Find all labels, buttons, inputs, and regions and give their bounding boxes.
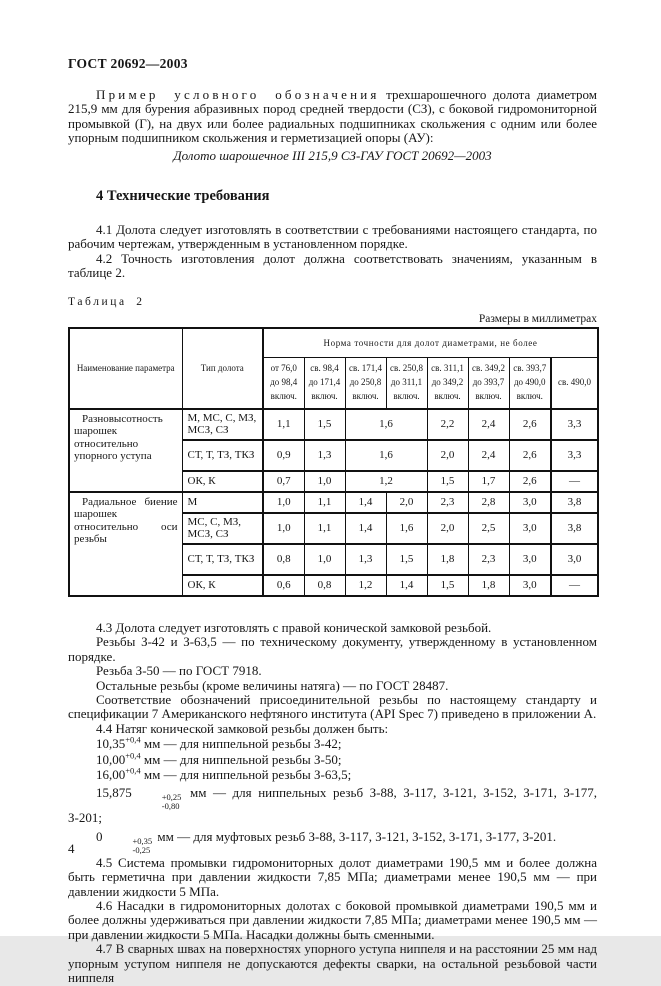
tension-desc: мм — для муфтовых резьб З-88, З-117, З-121, З-152, З-171, З-177, З-201. [154, 828, 557, 844]
value-cell: 2,4 [468, 440, 509, 471]
value-cell: 3,0 [509, 492, 551, 513]
value-cell: 3,0 [509, 575, 551, 596]
value-cell: 1,4 [345, 492, 386, 513]
tolerance-lower: -0,25 [132, 844, 151, 855]
tension-line-4 [68, 786, 597, 825]
table-caption-row [68, 296, 597, 308]
tension-desc: мм — для ниппельной резьбы З-63,5; [140, 767, 352, 783]
value-cell: 0,8 [263, 544, 304, 575]
value-cell: 1,5 [386, 544, 427, 575]
paragraph-4-3-threads-c: Остальные резьбы (кроме величины натяга) — по ГОСТ 28487. [96, 677, 449, 693]
designation-text: Долото шарошечное III 215,9 СЗ-ГАУ ГОСТ 20692—2003 [173, 147, 492, 163]
type-cell: МС, С, МЗ, МСЗ, СЗ [182, 513, 263, 544]
value-cell: 3,0 [509, 544, 551, 575]
table-row [69, 409, 598, 440]
tension-tolerance-stack [105, 837, 153, 855]
value-cell: 1,5 [427, 575, 468, 596]
paragraph-4-3-api: Соответствие обозначений присоединительной резьбы по настоящему стандарту и спецификации 7 Американского нефтяного института (API Spec 7) приведено в приложении А. [68, 692, 597, 722]
value-cell: 1,1 [304, 513, 345, 544]
value-cell: 1,6 [386, 513, 427, 544]
value-cell: 1,5 [427, 471, 468, 492]
param-cell: Радиальное биение шарошек относительно оси резьбы [69, 492, 182, 596]
value-cell: 0,8 [304, 575, 345, 596]
tension-line-2 [68, 750, 597, 767]
value-cell: 3,3 [551, 409, 598, 440]
type-cell: М, МС, С, МЗ, МСЗ, СЗ [182, 409, 263, 440]
value-cell: 1,6 [345, 409, 427, 440]
value-cell: 2,6 [509, 409, 551, 440]
value-cell: 1,8 [468, 575, 509, 596]
type-cell: СТ, Т, ТЗ, ТКЗ [182, 440, 263, 471]
value-cell: 3,8 [551, 513, 598, 544]
paragraph-4-2: 4.2 Точность изготовления долот должна соответствовать значениям, указанным в таблице 2. [68, 250, 597, 281]
page-number: 4 [68, 841, 75, 856]
type-cell: СТ, Т, ТЗ, ТКЗ [182, 544, 263, 575]
value-cell: 0,6 [263, 575, 304, 596]
value-cell: 2,4 [468, 409, 509, 440]
value-cell: 1,6 [345, 440, 427, 471]
value-cell: 1,4 [386, 575, 427, 596]
header-param: Наименование параметра [69, 328, 182, 409]
value-cell: 1,7 [468, 471, 509, 492]
type-cell: ОК, К [182, 575, 263, 596]
designation-line [68, 149, 597, 163]
value-cell: 1,1 [263, 409, 304, 440]
value-cell: 1,8 [427, 544, 468, 575]
value-cell: 3,0 [551, 544, 598, 575]
tolerance-lower: -0,80 [161, 801, 180, 812]
header-type: Тип долота [182, 328, 263, 409]
param-cell: Разновысотность шарошек относительно упорного уступа [69, 409, 182, 492]
value-cell: — [551, 471, 598, 492]
table-row [69, 492, 598, 513]
header-diam-7: св. 393,7 до 490,0 включ. [509, 358, 551, 409]
tension-tolerance: +0,4 [125, 765, 141, 776]
type-cell: ОК, К [182, 471, 263, 492]
paragraph-4-6: 4.6 Насадки в гидромониторных долотах с боковой промывкой диаметрами 190,5 мм и более должны удерживаться при давлении жидкости 7,85 МПа; диаметрами менее 190,5 мм — при давлении жидкости 5 МПа. Насадки должны быть сменными. [68, 898, 597, 942]
value-cell: 0,9 [263, 440, 304, 471]
tolerance-upper: +0,35 [132, 835, 153, 846]
tension-line-3 [68, 765, 597, 783]
header-diam-4: св. 250,8 до 311,1 включ. [386, 358, 427, 409]
tension-tolerance: +0,4 [125, 734, 141, 745]
value-cell: 1,5 [304, 409, 345, 440]
tension-value: 15,875 [96, 785, 132, 801]
value-cell: 2,5 [468, 513, 509, 544]
value-cell: 1,2 [345, 575, 386, 596]
value-cell: 1,0 [263, 513, 304, 544]
tolerance-upper: +0,25 [161, 792, 182, 803]
value-cell: 1,2 [345, 471, 427, 492]
value-cell: 1,3 [345, 544, 386, 575]
paragraph-4-3-threads-b: Резьба З-50 — по ГОСТ 7918. [96, 663, 262, 679]
tension-line-5 [68, 830, 597, 855]
paragraph-4-7: 4.7 В сварных швах на поверхностях упорного уступа ниппеля и на расстоянии 25 мм над упорным уступом ниппеля не допускаются дефекты сварки, на остальной резьбовой части ниппеля [68, 941, 597, 986]
table-caption: Таблица 2 [68, 295, 145, 308]
header-diam-8: св. 490,0 [551, 358, 598, 409]
value-cell: 2,3 [468, 544, 509, 575]
value-cell: 1,3 [304, 440, 345, 471]
value-cell: 2,6 [509, 471, 551, 492]
section-heading: 4 Технические требования [96, 188, 270, 205]
header-diam-6: св. 349,2 до 393,7 включ. [468, 358, 509, 409]
header-diam-3: св. 171,4 до 250,8 включ. [345, 358, 386, 409]
tension-line-1 [68, 734, 597, 752]
tension-desc: мм — для ниппельной резьбы З-42; [140, 736, 342, 752]
value-cell: 2,3 [427, 492, 468, 513]
tension-tolerance: +0,4 [125, 750, 141, 761]
value-cell: 1,4 [345, 513, 386, 544]
example-body: трехшарошечного долота диаметром 215,9 мм для бурения абразивных пород средней твердости (СЗ), с боковой гидромониторной промывкой (Г), на двух или более радиальных подшипниках скольжения с одним или более упорным подшипником скольжения и герметизацией опоры (АУ): [68, 87, 597, 146]
example-paragraph [68, 88, 597, 146]
tension-value: 10,35 [96, 736, 126, 752]
value-cell: 1,0 [304, 471, 345, 492]
header-norm: Норма точности для долот диаметрами, не более [263, 328, 598, 358]
paragraph-4-4-head: 4.4 Натяг конической замковой резьбы должен быть: [96, 720, 389, 736]
tension-desc: мм — для ниппельной резьбы З-50; [140, 751, 342, 767]
table-header-row-1 [69, 328, 598, 358]
value-cell: 1,0 [304, 544, 345, 575]
value-cell: 2,0 [427, 513, 468, 544]
tension-value: 16,00 [96, 767, 126, 783]
value-cell: 2,6 [509, 440, 551, 471]
tension-tolerance-stack [134, 793, 182, 811]
value-cell: 2,2 [427, 409, 468, 440]
tension-desc: мм — для ниппельных резьб З-88, З-117, З-121, З-152, З-171, З-177, З-201; [68, 785, 597, 826]
value-cell: 2,0 [427, 440, 468, 471]
paragraph-4-5: 4.5 Система промывки гидромониторных долот диаметрами 190,5 мм и более должна быть герметична при давлении жидкости 7,85 МПа; диаметрами менее 190,5 мм — при давлении жидкости 5 МПа. [68, 854, 597, 899]
value-cell: — [551, 575, 598, 596]
header-diam-2: св. 98,4 до 171,4 включ. [304, 358, 345, 409]
value-cell: 1,1 [304, 492, 345, 513]
value-cell: 0,7 [263, 471, 304, 492]
paragraph-4-3: 4.3 Долота следует изготовлять с правой конической замковой резьбой. [96, 619, 492, 635]
paragraph-4-3-threads-a: Резьбы З-42 и З-63,5 — по техническому документу, утвержденному в установленном порядке. [68, 634, 597, 664]
value-cell: 3,0 [509, 513, 551, 544]
tolerance-table [68, 327, 599, 597]
value-cell: 3,8 [551, 492, 598, 513]
example-lead: Пример условного обозначения [96, 87, 380, 102]
tension-value: 10,00 [96, 751, 126, 767]
type-cell: М [182, 492, 263, 513]
value-cell: 2,0 [386, 492, 427, 513]
header-diam-1: от 76,0 до 98,4 включ. [263, 358, 304, 409]
tension-value: 0 [96, 828, 103, 844]
value-cell: 2,8 [468, 492, 509, 513]
table-units-note: Размеры в миллиметрах [478, 312, 597, 325]
header-diam-5: св. 311,1 до 349,2 включ. [427, 358, 468, 409]
value-cell: 3,3 [551, 440, 598, 471]
value-cell: 1,0 [263, 492, 304, 513]
document-title: ГОСТ 20692—2003 [68, 56, 188, 71]
paragraph-4-1: 4.1 Долота следует изготовлять в соответствии с требованиями настоящего стандарта, по рабочим чертежам, утвержденным в установленном порядке. [68, 222, 597, 252]
